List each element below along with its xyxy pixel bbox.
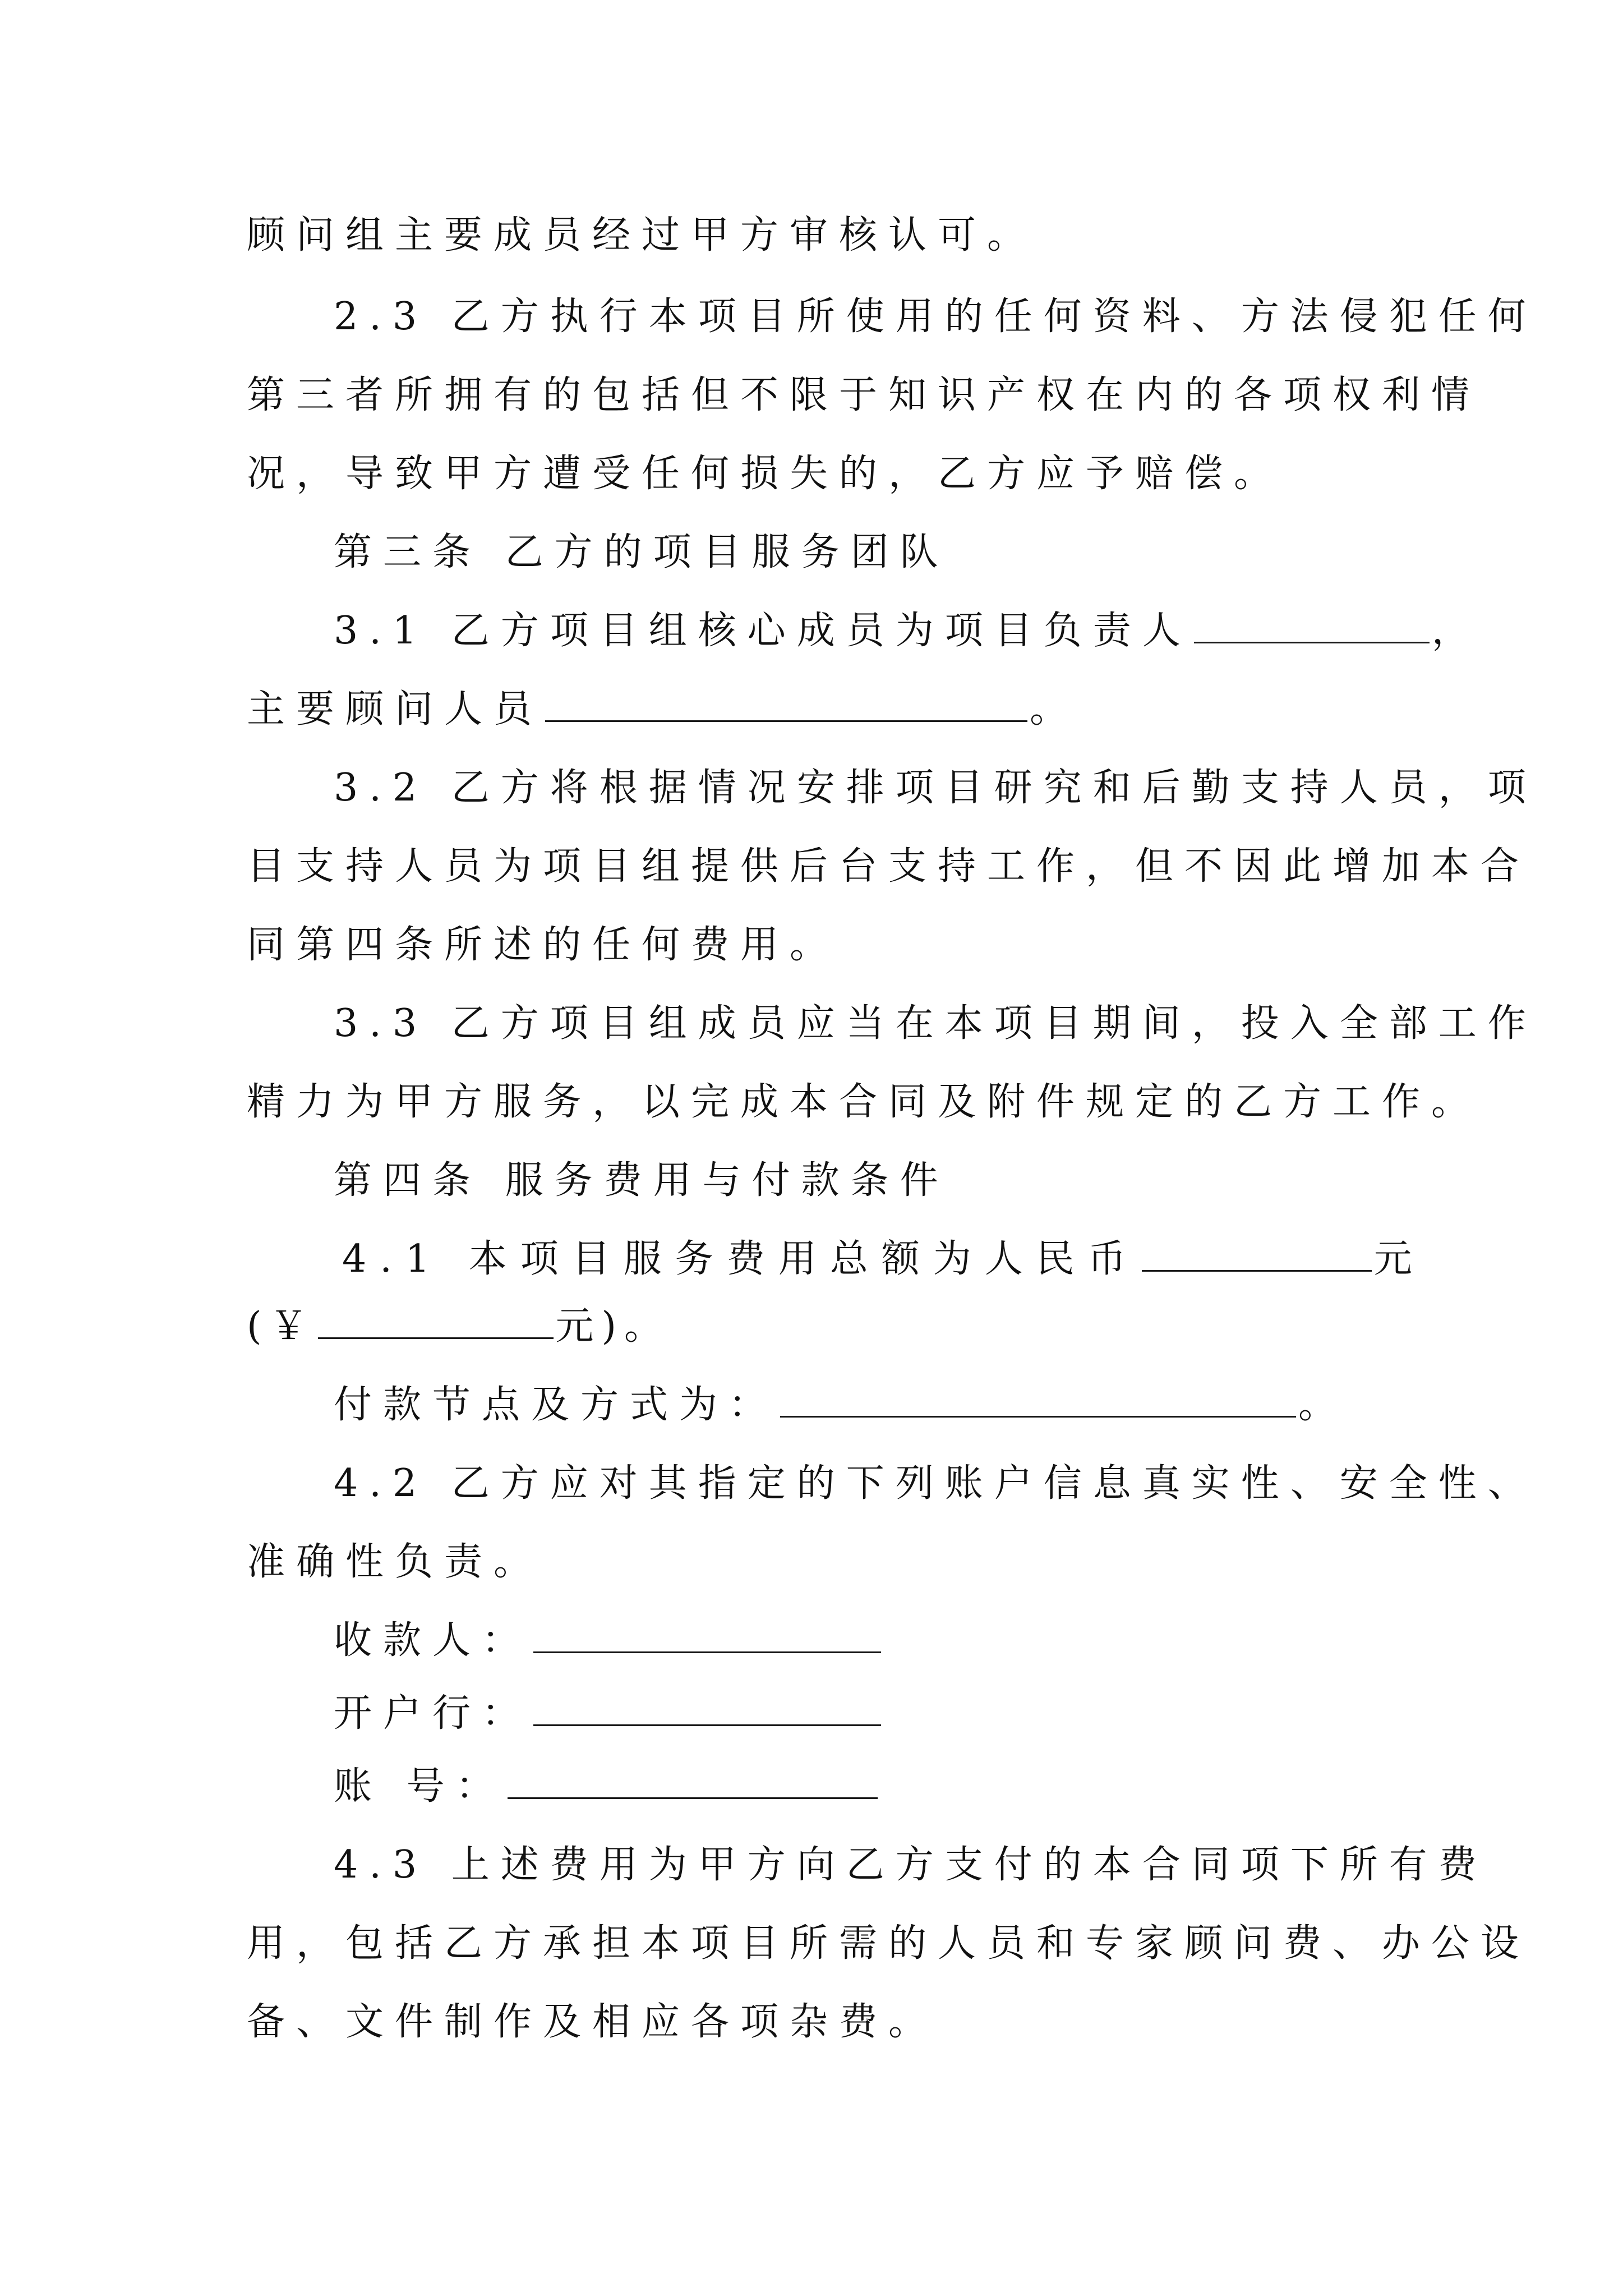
line-text: 备、文件制作及相应各项杂费。 (247, 2000, 938, 2044)
line-text: 2.3 乙方执行本项目所使用的任何资料、方法侵犯任何 (334, 295, 1537, 339)
field-label: 开户行： (334, 1691, 532, 1736)
clause-4-3 (334, 1840, 1488, 1890)
line-text: 元)。 (555, 1304, 671, 1349)
line-text: 。 (1030, 687, 1080, 731)
line-text: 准确性负责。 (247, 1540, 543, 1584)
clause-4-2 (334, 1458, 1537, 1509)
line-text: 况，导致甲方遭受任何损失的，乙方应予赔偿。 (247, 452, 1284, 496)
heading-text: 第四条 服务费用与付款条件 (334, 1158, 949, 1203)
clause-3-3 (334, 999, 1537, 1049)
account-line (334, 1761, 880, 1812)
field-label: 账 号： (334, 1764, 505, 1809)
payment-terms-line (334, 1380, 1348, 1430)
line-text: 主要顾问人员 (247, 687, 543, 731)
line-text: 元 (1373, 1237, 1426, 1281)
line-text: 顾问组主要成员经过甲方审核认可。 (247, 213, 1037, 257)
clause-4-1 (342, 1234, 1426, 1285)
article-3-heading (334, 527, 949, 578)
main-consultant-blank[interactable] (545, 690, 1027, 722)
account-blank[interactable] (508, 1767, 878, 1799)
bank-line (334, 1688, 883, 1739)
text-line (247, 684, 1079, 735)
clause-3-2 (334, 763, 1537, 813)
text-line (247, 1077, 1481, 1128)
total-fee-words-blank[interactable] (1142, 1240, 1372, 1272)
payment-terms-blank[interactable] (780, 1386, 1296, 1418)
line-text: ， (1431, 609, 1481, 653)
line-text: 精力为甲方服务，以完成本合同及附件规定的乙方工作。 (247, 1080, 1481, 1124)
line-text: 3.2 乙方将根据情况安排项目研究和后勤支持人员，项 (334, 766, 1537, 810)
line-text: 4.2 乙方应对其指定的下列账户信息真实性、安全性、 (334, 1461, 1537, 1506)
payee-line (334, 1616, 883, 1666)
line-text: 4.3 上述费用为甲方向乙方支付的本合同项下所有费 (334, 1843, 1488, 1887)
line-text: 付款节点及方式为： (334, 1383, 778, 1427)
text-line (247, 370, 1481, 421)
clause-3-1 (334, 606, 1481, 656)
line-text: 目支持人员为项目组提供后台支持工作，但不因此增加本合 (247, 844, 1530, 889)
line-text: 第三者所拥有的包括但不限于知识产权在内的各项权利情 (247, 373, 1481, 417)
text-line (247, 920, 839, 970)
text-line (247, 1537, 543, 1588)
line-text: 。 (1298, 1383, 1348, 1427)
line-text: 4.1 本项目服务费用总额为人民币 (342, 1237, 1140, 1281)
text-line (247, 841, 1530, 892)
field-label: 收款人： (334, 1618, 532, 1663)
text-line (247, 1918, 1530, 1969)
line-text: 3.1 乙方项目组核心成员为项目负责人 (334, 609, 1192, 653)
line-text: (￥ (247, 1304, 316, 1349)
line-text: 3.3 乙方项目组成员应当在本项目期间，投入全部工作 (334, 1001, 1537, 1046)
heading-text: 第三条 乙方的项目服务团队 (334, 530, 949, 574)
clause-2-3 (334, 292, 1537, 342)
text-line (247, 1301, 670, 1352)
text-line (247, 210, 1036, 261)
line-text: 用，包括乙方承担本项目所需的人员和专家顾问费、办公设 (247, 1921, 1530, 1966)
bank-blank[interactable] (533, 1694, 881, 1726)
text-line (247, 449, 1283, 499)
article-4-heading (334, 1156, 949, 1206)
project-leader-blank[interactable] (1194, 611, 1430, 643)
payee-blank[interactable] (533, 1621, 881, 1653)
total-fee-amount-blank[interactable] (318, 1307, 554, 1339)
text-line (247, 1997, 938, 2047)
line-text: 同第四条所述的任何费用。 (247, 923, 840, 967)
